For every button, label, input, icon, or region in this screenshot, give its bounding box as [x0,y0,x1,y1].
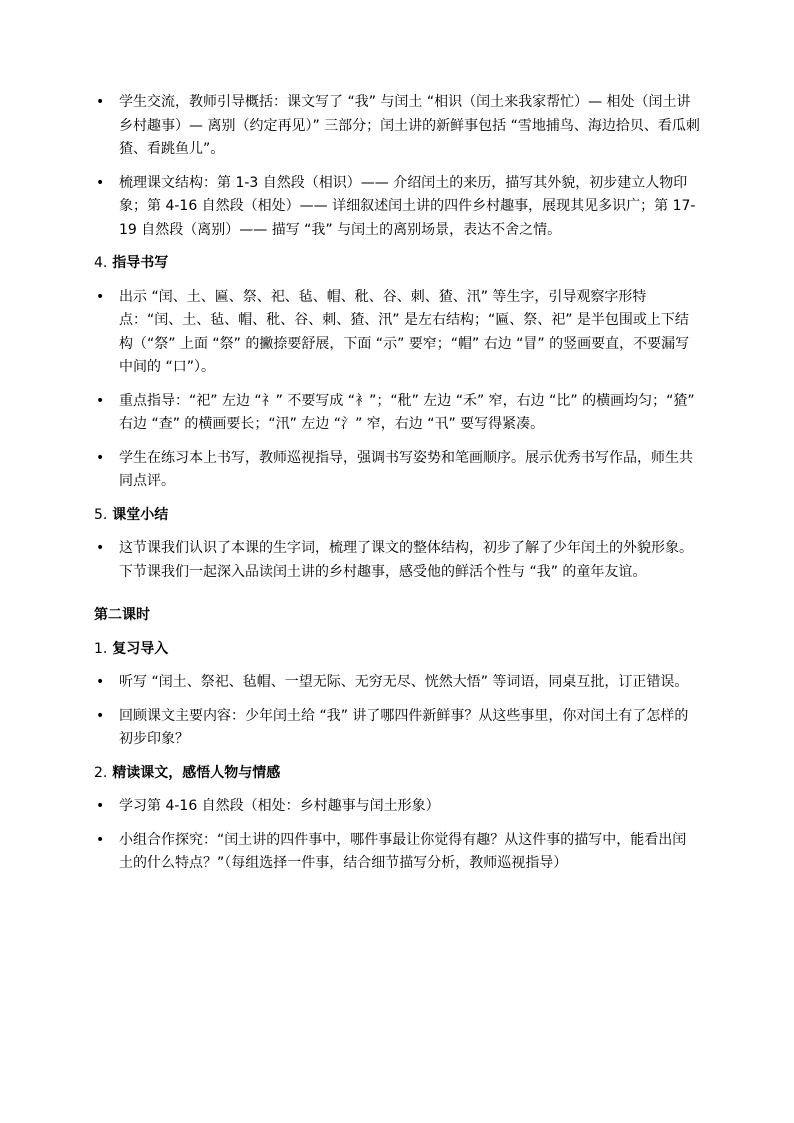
bullet-dot: • [96,674,105,690]
section-number: 4. [94,255,108,271]
bullet-text: 重点指导：“祀” 左边 “礻” 不要写成 “衤”；“秕” 左边 “禾” 窄，右边 “比” 的横画均匀；“猹” 右边 “查” 的横画要长；“汛” 左边 “氵” 窄，右边 “卂” 要写得紧凑。 [119,392,695,432]
bullet-text: 这节课我们认识了本课的生字词，梳理了课文的整体结构，初步了解了少年闰土的外貌形象。下节课我们一起深入品读闰土讲的乡村趣事，感受他的鲜活个性与 “我” 的童年友谊。 [119,540,693,580]
bullet-item [94,286,700,380]
bullet-dot: • [96,798,105,814]
bullet-text: 小组合作探究：“闰土讲的四件事中，哪件事最让你觉得有趣？从这件事的描写中，能看出闰土的什么特点？”（每组选择一件事，结合细节描写分析，教师巡视指导） [119,831,687,871]
section-heading [94,252,700,276]
bullet-dot: • [96,540,105,556]
bullet-text: 听写 “闰土、祭祀、毡帽、一望无际、无穷无尽、恍然大悟” 等词语，同桌互批，订正错误。 [119,674,689,690]
bullet-dot: • [96,174,105,191]
bullet-dot: • [96,288,105,305]
section-number: 1. [94,640,108,657]
bullet-text: 回顾课文主要内容：少年闰土给 “我” 讲了哪四件新鲜事？从这些事里，你对闰土有了怎样的初步印象？ [119,707,689,747]
bullet-text: 学生交流，教师引导概括：课文写了 “我” 与闰土 “相识（闰土来我家帮忙）— 相处（闰土讲乡村趣事）— 离别（约定再见）” 三部分；闰土讲的新鲜事包括 “雪地捕鸟、海边拾贝、看瓜刺猹、看跳鱼儿”。 [119,94,700,157]
bullet-item [94,447,700,494]
bullet-dot: • [96,831,105,848]
bullet-item [94,829,700,876]
bullet-text: 出示 “闰、土、匾、祭、祀、毡、帽、秕、谷、刺、猹、汛” 等生字，引导观察字形特点：“闰、土、毡、帽、秕、谷、刺、猹、汛” 是左右结构；“匾、祭、祀” 是半包围或上下结构（“祭” 上面 “祭” 的撇捺要舒展，下面 “示” 要窄；“帽” 右边 “冒” 的竖画要直，不要漏写中间的 “口”）。 [119,288,690,375]
section-number: 2. [94,764,108,781]
section-heading [94,762,700,786]
section-title: 课堂小结 [112,506,169,523]
bullet-text: 学习第 4-16 自然段（相处：乡村趣事与闰土形象） [119,798,440,814]
bullet-item [94,390,700,437]
section-title: 指导书写 [112,255,169,271]
bullet-dot: • [96,392,105,409]
section-heading [94,504,700,528]
bullet-item [94,705,700,752]
bullet-item [94,795,700,819]
bullet-dot: • [96,707,105,724]
section-heading [94,638,700,662]
section-title: 复习导入 [112,640,169,657]
bullet-dot: • [96,94,105,110]
section-number: 5. [94,506,108,523]
bullet-text: 梳理课文结构：第 1-3 自然段（相识）—— 介绍闰土的来历，描写其外貌，初步建立人物印象；第 4-16 自然段（相处）—— 详细叙述闰土讲的四件乡村趣事，展现其见多识广；第 17-19 自然段（离别）—— 描写 “我” 与闰土的离别场景，表达不舍之情。 [119,174,696,238]
section-title: 精读课文，感悟人物与情感 [112,764,281,781]
bullet-item [94,91,700,162]
bullet-item [94,671,700,695]
bullet-text: 学生在练习本上书写，教师巡视指导，强调书写姿势和笔画顺序。展示优秀书写作品，师生共同点评。 [119,449,693,489]
bullet-item [94,537,700,584]
session-title: 第二课时 [94,607,150,623]
document-page [94,91,700,886]
bullet-item [94,172,700,243]
bullet-dot: • [96,449,105,466]
